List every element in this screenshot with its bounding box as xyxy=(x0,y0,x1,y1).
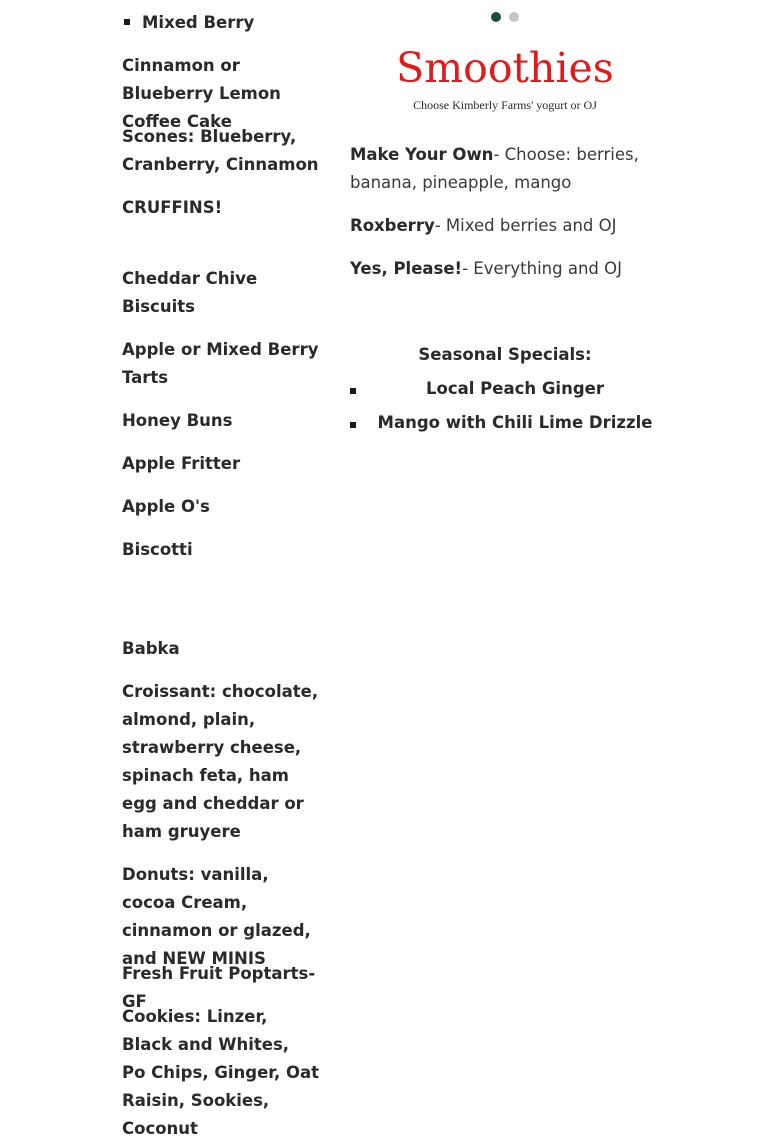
square-bullet-icon xyxy=(350,388,356,394)
smoothie-menu-item xyxy=(350,141,650,197)
square-bullet-icon xyxy=(350,422,356,428)
bakery-item: Babka xyxy=(122,639,180,658)
smoothie-name: Yes, Please! xyxy=(350,259,463,278)
bakery-item: Apple O's xyxy=(122,497,210,516)
smoothie-name: Make Your Own xyxy=(350,145,494,164)
bakery-bullet-label: Mixed Berry xyxy=(142,13,255,32)
bakery-bullet-item xyxy=(122,9,254,37)
bakery-item: Donuts: vanilla, cocoa Cream, cinnamon or glazed, and NEW MINIS xyxy=(122,865,311,968)
carousel-dot-2[interactable] xyxy=(509,12,519,22)
seasonal-item-label: Local Peach Ginger xyxy=(426,379,604,398)
square-bullet-icon xyxy=(124,19,130,25)
smoothie-desc: - Everything and OJ xyxy=(462,259,622,278)
bakery-item: Cinnamon or Blueberry Lemon Coffee Cake xyxy=(122,56,281,131)
seasonal-specials-header: Seasonal Specials: xyxy=(418,345,592,364)
bakery-item: Scones: Blueberry, Cranberry, Cinnamon xyxy=(122,127,319,174)
seasonal-item-label: Mango with Chili Lime Drizzle xyxy=(377,413,653,432)
smoothie-menu-item xyxy=(350,255,650,283)
smoothie-name: Roxberry xyxy=(350,216,435,235)
bakery-item: Apple Fritter xyxy=(122,454,241,473)
bakery-item: Croissant: chocolate, almond, plain, strawberry cheese, spinach feta, ham egg and cheddar or ham gruyere xyxy=(122,682,319,841)
bakery-item: Biscotti xyxy=(122,540,193,559)
bakery-item: CRUFFINS! xyxy=(122,198,223,217)
bakery-item: Apple or Mixed Berry Tarts xyxy=(122,340,319,387)
seasonal-item xyxy=(350,409,653,437)
bakery-item: Fresh Fruit Poptarts- GF xyxy=(122,964,316,1011)
smoothie-menu-item xyxy=(350,212,650,240)
smoothie-desc: - Choose: berries, banana, pineapple, mango xyxy=(350,145,639,192)
carousel-dot-1[interactable] xyxy=(491,12,501,22)
bakery-item: Cheddar Chive Biscuits xyxy=(122,269,258,316)
bakery-item: Cookies: Linzer, Black and Whites, Po Chips, Ginger, Oat Raisin, Sookies, Coconut xyxy=(122,1007,325,1138)
smoothies-subtitle: Choose Kimberly Farms' yogurt or OJ xyxy=(413,98,597,112)
smoothies-title: Smoothies xyxy=(396,44,614,92)
smoothie-desc: - Mixed berries and OJ xyxy=(434,216,617,235)
bakery-item: Honey Buns xyxy=(122,411,233,430)
seasonal-item xyxy=(350,375,650,403)
